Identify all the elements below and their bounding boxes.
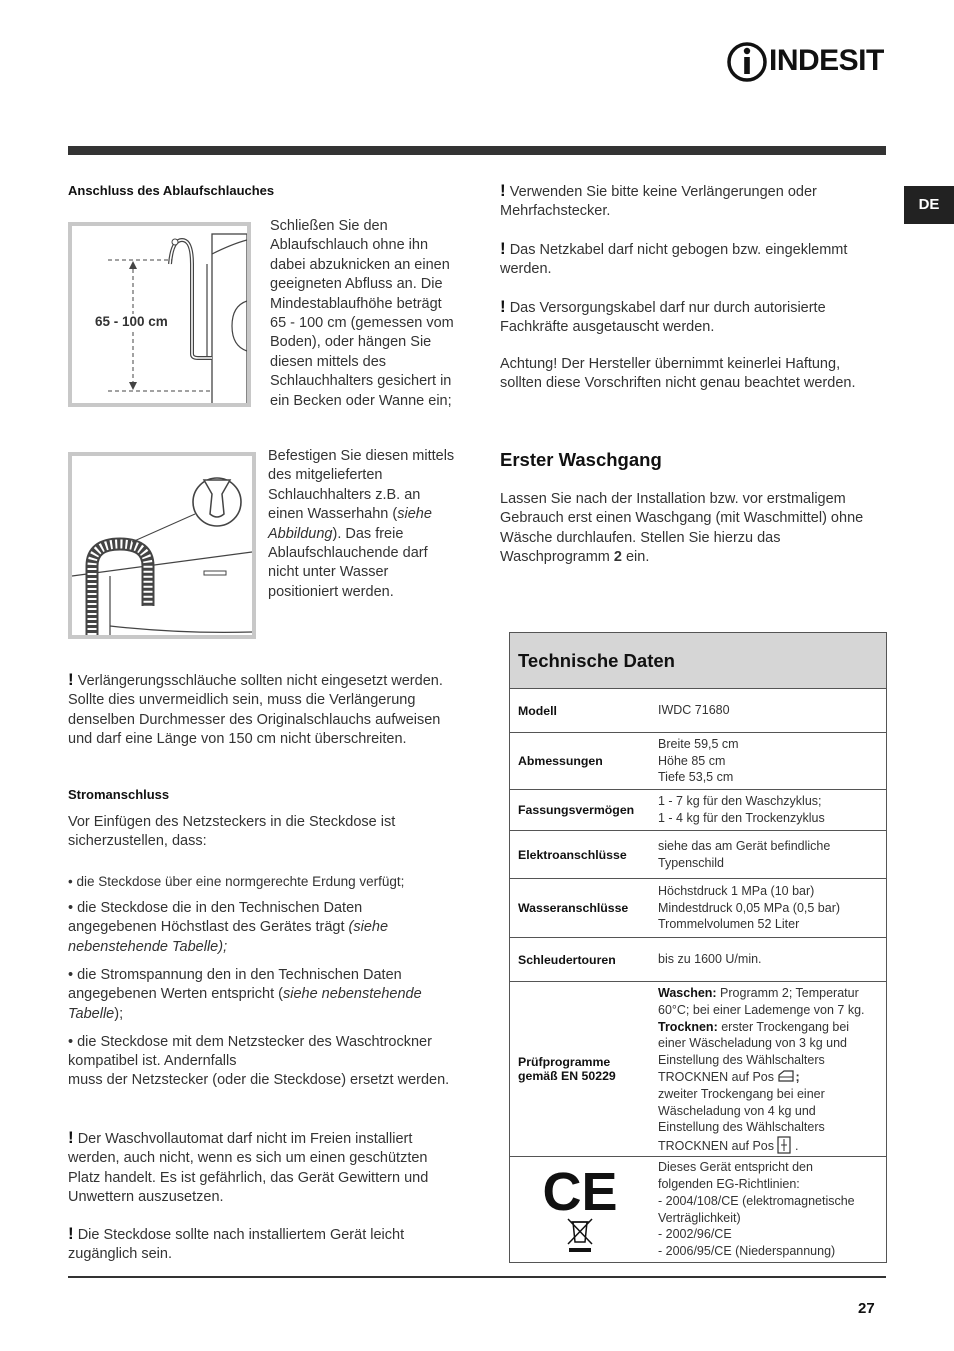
ce-directives (650, 1157, 886, 1262)
drain-heading: Anschluss des Ablaufschlauches (68, 183, 275, 198)
indesit-logo (727, 40, 887, 84)
dimensions-label: Abmessungen (518, 754, 603, 768)
dry-capacity: 1 - 4 kg für den Trockenzyklus (658, 811, 825, 825)
test-programs-label-2: gemäß EN 50229 (518, 1069, 616, 1083)
first-wash-text (500, 490, 886, 568)
dry-test-label: Trocknen: (658, 1019, 718, 1034)
power-bullet-2-ref: (siehe nebenstehende Tabelle); (68, 919, 389, 955)
dimensions-value (650, 733, 886, 789)
dry-test-2-end: . (794, 1139, 799, 1154)
width-value: Breite 59,5 cm (658, 736, 739, 751)
model-label: Modell (518, 703, 557, 718)
ce-line-4: Verträglichkeit) (658, 1210, 741, 1225)
power-bullet-2 (68, 899, 452, 957)
model-value: IWDC 71680 (658, 703, 730, 718)
table-row (510, 733, 886, 790)
table-row (510, 938, 886, 982)
note-extensions (500, 181, 886, 222)
power-bullet-1: • die Steckdose über eine normgerechte Erdung verfügt; (68, 874, 405, 889)
table-row (510, 831, 886, 879)
warning-mark: ! (68, 1224, 74, 1243)
dry-test-end: ; (795, 1069, 800, 1084)
warning-mark: ! (500, 181, 506, 200)
power-bullet-4-cont: muss der Netzstecker (oder die Steckdose) ersetzt werden. (68, 1072, 450, 1088)
spin-value: bis zu 1600 U/min. (658, 952, 762, 967)
table-row (510, 982, 886, 1157)
capacity-value (650, 790, 886, 830)
cupboard-dry-icon (777, 1070, 795, 1082)
language-tab: DE (904, 186, 954, 224)
test-programs-label (510, 982, 650, 1156)
extension-note (68, 670, 452, 750)
hose-holder-text-a: Befestigen Sie diesen mittels des mitgelieferten Schlauchhalters z.B. an einen Wasserhahn ( (268, 448, 455, 523)
warning-mark: ! (68, 1128, 74, 1147)
first-wash-text-a: Lassen Sie nach der Installation bzw. vor erstmaligem Gebrauch erst einen Waschgang (mit Waschmittel) ohne Wäsche durchlaufen. Stellen Sie hierzu das Waschprogramm (500, 491, 864, 566)
ce-mark-icon (540, 1164, 620, 1256)
height-range-label: 65 - 100 cm (95, 314, 168, 329)
note-cable (500, 239, 886, 280)
outdoor-note-text: Der Waschvollautomat darf nicht im Freien installiert werden, auch nicht, wenn es sich um einen geschützten Platz handelt. Es ist gefährlich, das Gerät Gewittern und Unwettern auszusetzen. (68, 1131, 429, 1206)
note-supply-cable (500, 297, 886, 338)
logo-text: INDESIT (769, 44, 884, 77)
test-programs-label-1: Prüfprogramme (518, 1055, 611, 1069)
power-bullet-2-text: • die Steckdose die in den Technischen Daten angegebenen Höchstlast des Gerätes trägt (68, 900, 363, 936)
first-wash-program: 2 (613, 549, 622, 566)
hose-holder-text-italic: siehe Abbildung (268, 506, 432, 542)
power-bullet-3-ref: siehe nebenstehende Tabelle (68, 986, 422, 1022)
warning-mark: ! (500, 239, 506, 258)
technical-data-table (509, 632, 887, 1263)
drain-instructions: Schließen Sie den Ablaufschlauch ohne ihn dabei abzuknicken an einen geeigneten Abfluss an. Die Mindestablaufhöhe beträgt 65 - 100 cm (gemessen vom Boden), oder hängen Sie diesen mittels des Schlauchhalters gesichert in ein Becken oder Wanne ein; (270, 218, 454, 409)
max-pressure: Höchstdruck 1 MPa (10 bar) (658, 883, 815, 898)
liability-note: Achtung! Der Hersteller übernimmt keinerlei Haftung, sollten diese Vorschriften nicht genau beachtet werden. (500, 356, 856, 392)
electrical-label: Elektroanschlüsse (518, 847, 627, 862)
drum-volume: Trommelvolumen 52 Liter (658, 917, 800, 932)
extension-note-text: Verlängerungsschläuche sollten nicht eingesetzt werden. Sollte dies unvermeidlich sein, muss die Verlängerung denselben Durchmesser des Originalschlauchs aufweisen und darf eine Länge von 150 cm nicht überschreiten. (68, 673, 443, 748)
hose-holder-text-b: ). Das freie Ablaufschlauchende darf nicht unter Wasser positioniert werden. (268, 525, 428, 600)
dry-test-text: erster Trockengang bei einer Wäscheladung von 3 kg und Einstellung des Wählschalters TROCKNEN auf Pos (658, 1019, 850, 1084)
table-row (510, 790, 886, 831)
table-row (510, 879, 886, 938)
first-wash-text-b: ein. (621, 549, 650, 566)
ce-mark: CE (542, 1163, 618, 1222)
socket-note-text: Die Steckdose sollte nach installiertem Gerät leicht zugänglich sein. (68, 1227, 405, 1263)
ce-cell (510, 1157, 650, 1262)
hose-holder-instructions (268, 447, 458, 602)
note-supply-cable-text: Das Versorgungskabel darf nur durch autorisierte Fachkräfte ausgetauscht werden. (500, 300, 826, 336)
note-cable-text: Das Netzkabel darf nicht gebogen bzw. eingeklemmt werden. (500, 242, 848, 278)
electrical-value-line1: siehe das am Gerät befindliche (658, 838, 831, 853)
outdoor-note (68, 1128, 452, 1208)
dry-test-2-text: zweiter Trockengang bei einer Wäscheladung von 4 kg und Einstellung des Wählschalters TROCKNEN auf Pos (658, 1086, 825, 1154)
warning-mark: ! (68, 670, 74, 689)
power-heading: Stromanschluss (68, 787, 170, 802)
ce-line-1: Dieses Gerät entspricht den (658, 1160, 813, 1175)
min-pressure: Mindestdruck 0,05 MPa (0,5 bar) (658, 900, 841, 915)
ce-line-3: - 2004/108/CE (elektromagnetische (658, 1193, 855, 1208)
warning-mark: ! (500, 297, 506, 316)
power-bullet-3-text: • die Stromspannung den in den Technischen Daten angegebenen Werten entspricht ( (68, 967, 402, 1003)
table-title: Technische Daten (510, 633, 886, 689)
drain-height-figure (68, 222, 251, 407)
height-value: Höhe 85 cm (658, 753, 726, 768)
water-label: Wasseranschlüsse (518, 901, 629, 915)
first-wash-heading: Erster Waschgang (500, 449, 662, 470)
power-intro: Vor Einfügen des Netzsteckers in die Steckdose ist sicherzustellen, dass: (68, 814, 396, 850)
electrical-value-line2: Typenschild (658, 855, 725, 870)
power-bullet-3-end: ); (114, 1005, 124, 1022)
header-rule (68, 146, 886, 155)
spin-label: Schleudertouren (518, 952, 616, 967)
electrical-value (650, 831, 886, 878)
iron-dry-icon (777, 1136, 791, 1154)
page-number: 27 (858, 1300, 875, 1317)
hose-holder-illustration (72, 456, 252, 635)
ce-line-2: folgenden EG-Richtlinien: (658, 1176, 800, 1191)
power-bullet-4: • die Steckdose mit dem Netzstecker des Waschtrockner kompatibel ist. Andernfalls (68, 1034, 432, 1070)
ce-line-6: - 2006/95/CE (Niederspannung) (658, 1244, 836, 1259)
table-row (510, 689, 886, 733)
ce-line-5: - 2002/96/CE (658, 1227, 732, 1242)
test-programs-value (650, 982, 886, 1156)
wash-test-label: Waschen: (658, 986, 717, 1000)
power-bullet-3 (68, 966, 452, 1024)
logo-mark-icon (727, 40, 767, 84)
socket-note (68, 1224, 452, 1265)
weee-bin-icon (568, 1219, 592, 1252)
hose-holder-figure (68, 452, 256, 639)
depth-value: Tiefe 53,5 cm (658, 770, 734, 785)
water-value (650, 879, 886, 937)
capacity-label: Fassungsvermögen (518, 803, 635, 817)
wash-test-text: Programm 2; Temperatur 60°C; bei einer Lademenge von 7 kg. (658, 986, 865, 1017)
table-row (510, 1157, 886, 1262)
note-extensions-text: Verwenden Sie bitte keine Verlängerungen oder Mehrfachstecker. (500, 184, 817, 220)
footer-rule (68, 1276, 886, 1278)
wash-capacity: 1 - 7 kg für den Waschzyklus; (658, 794, 822, 809)
